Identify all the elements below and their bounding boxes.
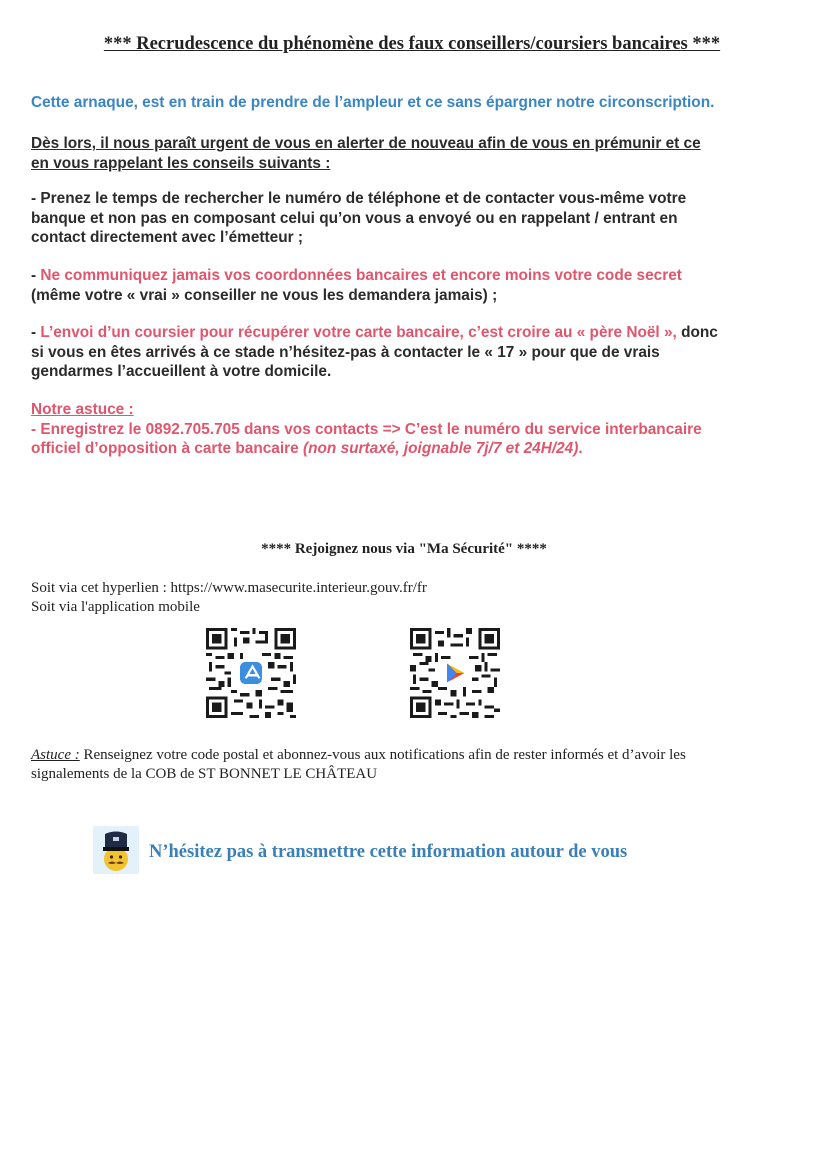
advice-1-line-2: banque et non pas en composant celui qu’on vous a envoyé ou en rappelant / entrant en xyxy=(31,209,678,227)
alert-line-1: Dès lors, il nous paraît urgent de vous en alerter de nouveau afin de vous en prémunir et ce xyxy=(31,135,701,152)
astuce-block xyxy=(31,400,702,459)
advice-3-dash: - xyxy=(31,324,41,341)
note-label: Astuce : xyxy=(31,747,80,763)
advice-3-tail: donc xyxy=(676,324,718,341)
join-heading: **** Rejoignez nous via "Ma Sécurité" **** xyxy=(261,541,547,557)
note-block xyxy=(31,746,686,783)
note-text-2: signalements de la COB de ST BONNET LE CHÂTEAU xyxy=(31,765,378,782)
app-store-qr-icon[interactable] xyxy=(206,628,296,718)
astuce-line-2: officiel d’opposition à carte bancaire xyxy=(31,440,303,457)
alert-line-2: en vous rappelant les conseils suivants : xyxy=(31,154,331,172)
advice-2-warning: Ne communiquez jamais vos coordonnées bancaires et encore moins votre code secret xyxy=(40,267,682,284)
advice-2 xyxy=(31,266,682,305)
astuce-line-2-italic: (non surtaxé, joignable 7j/7 et 24H/24) xyxy=(302,440,579,457)
footer-message: N’hésitez pas à transmettre cette information autour de vous xyxy=(149,842,628,862)
advice-1-line-3: contact directement avec l’émetteur ; xyxy=(31,229,303,246)
advice-2-dash: - xyxy=(31,267,41,284)
page-title: *** Recrudescence du phénomène des faux conseillers/coursiers bancaires *** xyxy=(103,34,721,54)
advice-3-line-3: gendarmes l’accueillent à votre domicile. xyxy=(31,363,332,380)
via-app: Soit via l'application mobile xyxy=(31,598,200,615)
advice-1-line-1: - Prenez le temps de rechercher le numéro de téléphone et de contacter vous-même votre xyxy=(31,190,687,207)
google-play-qr-icon[interactable] xyxy=(410,628,500,718)
astuce-line-1: - Enregistrez le 0892.705.705 dans vos contacts => C’est le numéro du service interbancaire xyxy=(31,420,702,438)
via-link[interactable]: Soit via cet hyperlien : https://www.masecurite.interieur.gouv.fr/fr xyxy=(31,580,427,596)
gendarme-emoji-icon xyxy=(93,826,139,874)
advice-3-warning: L’envoi d’un coursier pour récupérer votre carte bancaire, c’est croire au « père Noël », xyxy=(40,324,677,341)
advice-2-note: (même votre « vrai » conseiller ne vous les demandera jamais) ; xyxy=(31,286,498,304)
advice-3-line-2: si vous en êtes arrivés à ce stade n’hésitez-pas à contacter le « 17 » pour que de vrais xyxy=(31,343,660,361)
via-block xyxy=(31,579,427,616)
intro-text: Cette arnaque, est en train de prendre de l’ampleur et ce sans épargner notre circonscription. xyxy=(31,94,715,111)
astuce-heading: Notre astuce : xyxy=(31,401,134,418)
alert-paragraph xyxy=(31,134,701,173)
advice-3 xyxy=(31,323,718,382)
note-text-1: Renseignez votre code postal et abonnez-vous aux notifications afin de rester informés et d’avoir les xyxy=(79,747,686,763)
astuce-line-2-end: . xyxy=(578,440,583,457)
advice-1 xyxy=(31,189,686,248)
